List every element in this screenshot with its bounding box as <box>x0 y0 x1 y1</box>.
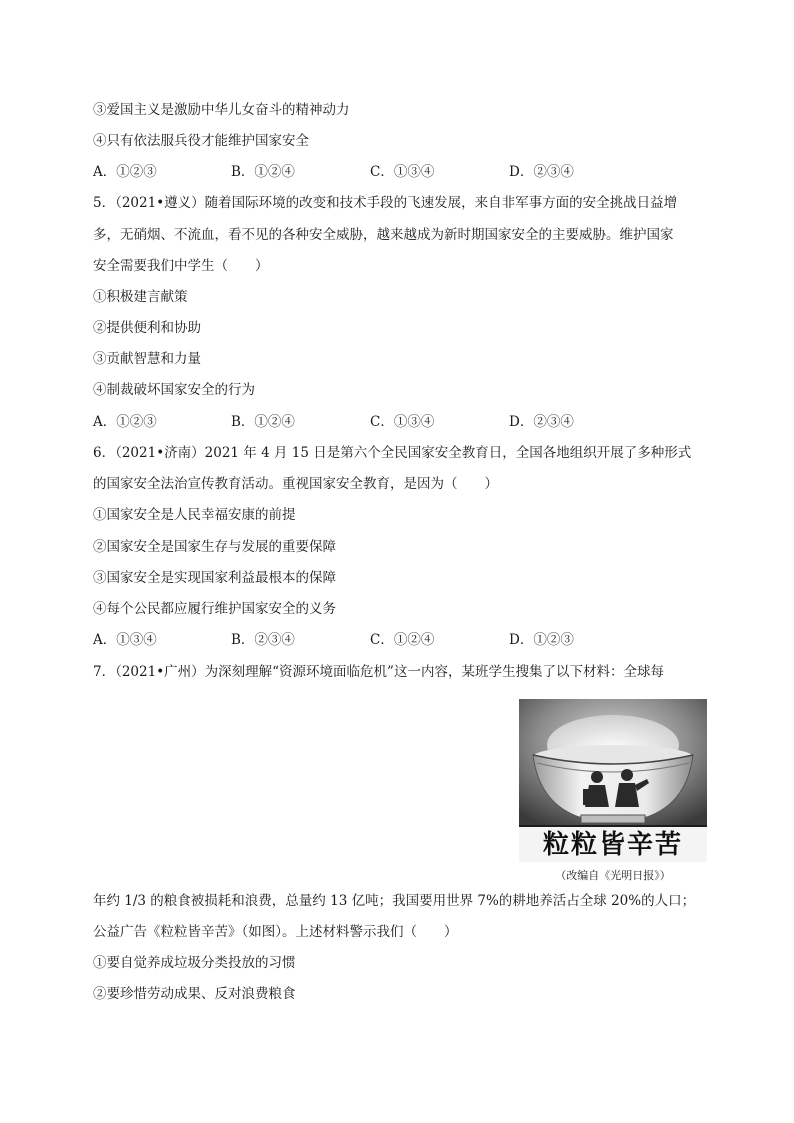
q5-option-d: D．②③④ <box>509 414 574 430</box>
figure-caption: （改编自《光明日报》） <box>555 869 671 882</box>
q4-option-b: B．①②④ <box>231 164 295 180</box>
poster-banner-text: 粒粒皆辛苦 <box>542 830 684 860</box>
q5-stem-line-1: 5．（2021•遵义）随着国际环境的改变和技术手段的飞速发展，来自非军事方面的安全挑战日益增 <box>93 195 678 211</box>
q6-stem-line-1: 6．（2021•济南）2021 年 4 月 15 日是第六个全民国家安全教育日，全国各地组织开展了多种形式 <box>93 445 692 461</box>
poster-banner <box>519 825 707 862</box>
q4-option-c: C．①③④ <box>370 164 435 180</box>
q7-item-2: ②要珍惜劳动成果、反对浪费粮食 <box>93 986 296 1002</box>
q4-item-3: ③爱国主义是激励中华儿女奋斗的精神动力 <box>93 102 350 118</box>
q6-item-1: ①国家安全是人民幸福安康的前提 <box>93 507 296 523</box>
q5-item-3: ③贡献智慧和力量 <box>93 351 201 367</box>
q6-stem-line-2: 的国家安全法治宣传教育活动。重视国家安全教育，是因为（ ） <box>93 476 498 492</box>
q6-option-d: D．①②③ <box>509 632 574 648</box>
q5-item-4: ④制裁破坏国家安全的行为 <box>93 382 255 398</box>
q6-option-c: C．①②④ <box>370 632 435 648</box>
q6-item-3: ③国家安全是实现国家利益最根本的保障 <box>93 570 336 586</box>
q6-option-a: A．①③④ <box>93 632 157 648</box>
q7-stem-line-1: 7．（2021•广州）为深刻理解“资源环境面临危机”这一内容，某班学生搜集了以下材料：全球每 <box>93 664 664 680</box>
q4-option-d: D．②③④ <box>509 164 574 180</box>
q6-option-b: B．②③④ <box>231 632 295 648</box>
q5-stem-line-3: 安全需要我们中学生（ ） <box>93 258 269 274</box>
q5-option-a: A．①②③ <box>93 414 157 430</box>
q6-item-4: ④每个公民都应履行维护国家安全的义务 <box>93 601 336 617</box>
q5-option-b: B．①②④ <box>231 414 295 430</box>
q4-option-a: A．①②③ <box>93 164 157 180</box>
q5-stem-line-2: 多，无硝烟、不流血，看不见的各种安全威胁，越来越成为新时期国家安全的主要威胁。维护国家 <box>93 227 674 243</box>
q7-stem-line-2: 年约 1/3 的粮食被损耗和浪费，总量约 13 亿吨；我国要用世界 7%的耕地养活占全球 20%的人口； <box>93 893 696 909</box>
q4-item-4: ④只有依法服兵役才能维护国家安全 <box>93 133 309 149</box>
q6-item-2: ②国家安全是国家生存与发展的重要保障 <box>93 539 336 555</box>
q5-item-1: ①积极建言献策 <box>93 289 188 305</box>
rice-bowl-poster-image <box>519 699 707 862</box>
q7-stem-line-3: 公益广告《粒粒皆辛苦》（如图）。上述材料警示我们（ ） <box>93 924 458 940</box>
q5-option-c: C．①③④ <box>370 414 435 430</box>
q5-item-2: ②提供便利和协助 <box>93 320 201 336</box>
q7-item-1: ①要自觉养成垃圾分类投放的习惯 <box>93 955 296 971</box>
